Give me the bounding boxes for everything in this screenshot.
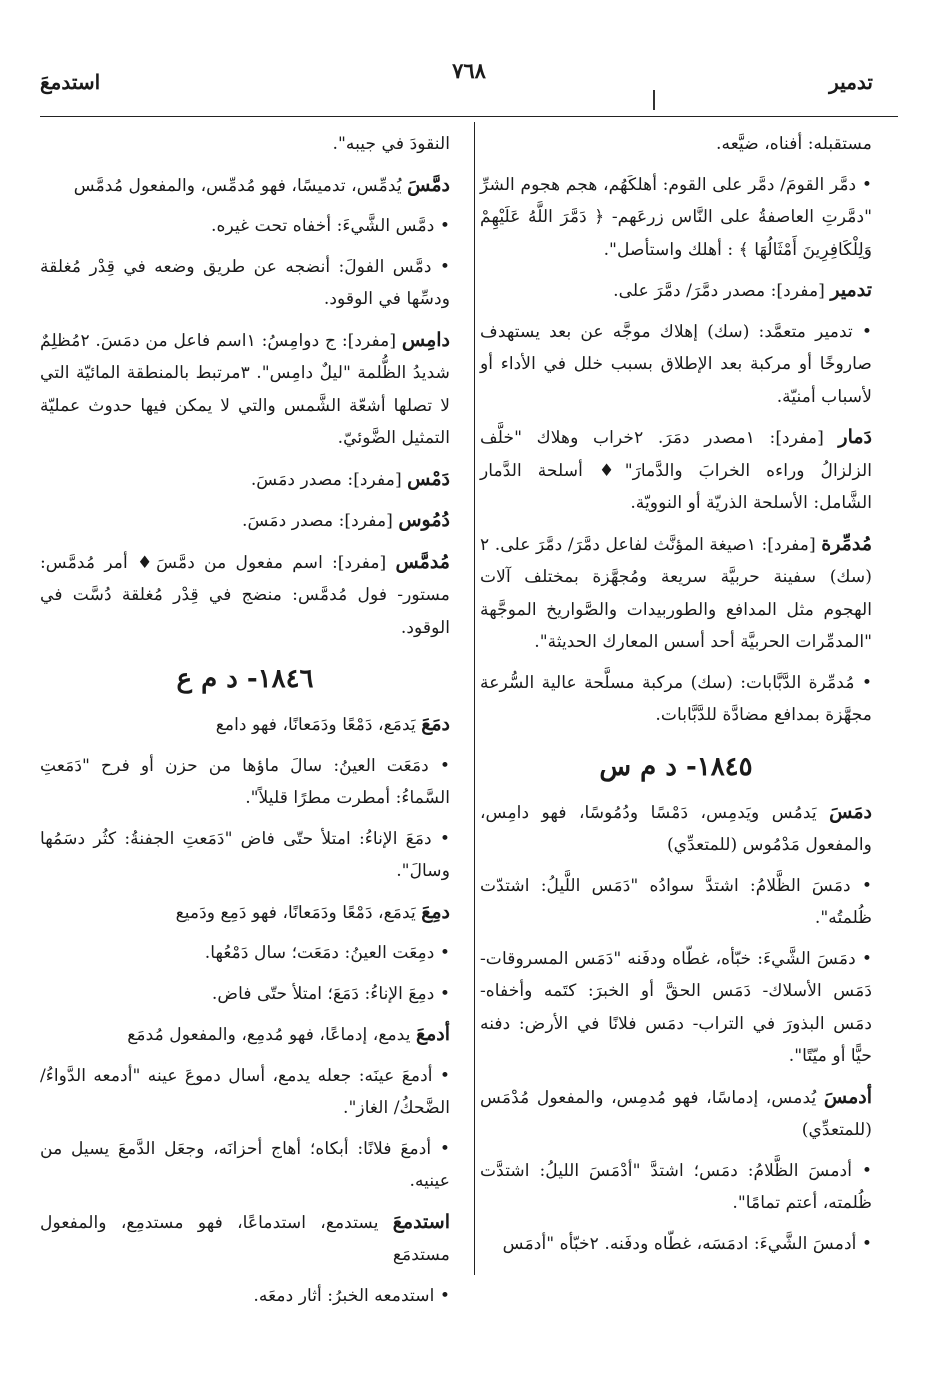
entry-paragraph: [40, 823, 450, 888]
entry-paragraph: [40, 463, 450, 497]
headword: مُدمِّرة: [821, 532, 872, 555]
entry-text: • أدمسَ الظَّلامُ: دمَس؛ اشتدَّ "أدْمَسَ الليلُ: اشتدَّت ظُلمته، أعتم تمامًا".: [480, 1160, 872, 1213]
entry-text: يدمع، إدماعًا، فهو مُدمِع، والمفعول مُدمَع: [127, 1025, 416, 1045]
entry-paragraph: [480, 274, 872, 308]
entry-text: [مفرد]: ١مصدر دمَرَ. ٢خراب وهلاك "خلَّف الزلزالُ وراءه الخرابَ والدَّمارَ"♦ أسلحة الدَّمار الشَّامل: الأسلحة الذريّة أو النوويّة.: [480, 428, 872, 513]
entry-paragraph: [480, 870, 872, 935]
entry-text: • مُدمِّرة الدَّبَّابات: (سك) مركبة مسلَّحة عالية السُّرعة مجهَّزة بمدافع مضادَّة للدَّبَّابات.: [480, 672, 872, 725]
entry-paragraph: [40, 210, 450, 243]
entry-paragraph: [480, 1081, 872, 1147]
entry-text: • أدمسَ الشَّيءَ: ادمَسَه، غطّاه ودفَنه. ٢خبّأه "أدمَس: [502, 1233, 872, 1254]
entry-paragraph: [40, 169, 450, 203]
entry-paragraph: [40, 896, 450, 930]
entry-text: يُدمِّس، تدميسًا، فهو مُدمِّس، والمفعول مُدمَّس: [73, 175, 408, 196]
entry-text: [مفرد]: اسم مفعول من دمَّسَ♦ أمر مُدمَّس: مستور- فول مُدمَّس: منضج في قِدْر مُغلقة دُسَّت في الوقود.: [40, 552, 450, 638]
entry-text: • دمَّس الفولَ: أنضجه عن طريق وضعه في قِدْر مُغلقة ودسِّها في الوقود.: [40, 256, 450, 309]
entry-text: يُدمس، إدماسًا، فهو مُدمِس، والمفعول مُدْمَس (للمتعدِّي): [480, 1087, 872, 1140]
entry-text: • دمَّر القومَ/ دمَّر على القوم: أهلكَهُم، هجم هجوم الشرِّ "دمَّرتِ العاصفةُ على النَّاس زرعَهم- ﴿ دَمَّرَ اللَّهُ عَلَيْهِمْ وَلِلْكَافِرِينَ أَمْثَالُهَا ﴾ : أهلك واستأصل".: [480, 174, 872, 260]
entry-paragraph: [40, 504, 450, 538]
entry-text: [مفرد]: مصدر دمَسَ.: [250, 469, 408, 490]
entry-text: [مفرد]: ١صيغة المؤنَّث لفاعل دمَّرَ/ دمَّرَ على. ٢ (سك) سفينة حربيَّة سريعة ومُجهَّزة بمختلف آلات الهجوم مثل المدافع والطوربيدات والصَّواريخ الموجَّهة "المدمِّرات الحربيَّة أحد أسس المعارك الحديثة".: [480, 534, 872, 652]
entry-paragraph: [40, 251, 450, 316]
entry-text: يَدمَع، دَمْعًا ودَمَعانًا، فهو دَمِع ودَميع: [175, 902, 422, 923]
entry-text: [مفرد]: مصدر دمَسَ.: [242, 511, 399, 531]
entry-paragraph: [40, 546, 450, 645]
header-right-word: تدمير: [829, 70, 873, 94]
entry-text: النقودَ في جيبه".: [332, 134, 450, 154]
entry-text: • دمَّس الشَّيءَ: أخفاه تحت غيره.: [211, 216, 450, 236]
entry-paragraph: [480, 1155, 872, 1220]
entry-paragraph: [480, 1228, 872, 1261]
entry-paragraph: [40, 708, 450, 742]
header-left-word: استدمعَ: [40, 70, 101, 94]
headword: دمِعَ: [421, 900, 450, 923]
entry-paragraph: [40, 1018, 450, 1052]
entry-text: • أدمعَ فلانًا: أبكاه؛ أهاج أحزانَه، وجعَل الدَّمعَ يسيل من عينيه.: [40, 1138, 450, 1191]
entry-paragraph: [40, 324, 450, 455]
entry-text: [مفرد]: ج دوامِسُ: ١اسم فاعل من دمَسَ. ٢مُظلِمٌ شديدُ الظُّلمة "ليلٌ دامِس". ٣مرتبط بالمنطقة المائيّة التي لا تصلها أشعّة الشَّمس والتي لا يمكن فيها حدوث عمليّة التمثيل الضَّوئيّ.: [40, 330, 451, 448]
header-rule: [40, 116, 898, 117]
entry-text: • أدمعَ عينَه: جعله يدمع، أسال دموعَ عينه "أدمعه الدَّواءُ/ الضَّحكُ/ الغاز".: [40, 1065, 450, 1118]
entry-paragraph: [40, 1133, 450, 1198]
headword: دمَّسَ: [407, 173, 450, 196]
headword: تدمير: [830, 279, 872, 301]
entry-paragraph: [40, 1206, 450, 1272]
headword: دامِس: [401, 328, 450, 351]
column-divider: [474, 122, 475, 1275]
entry-text: • دمِعَ الإناءُ: دَمَعَ؛ امتلأ حتّى فاض.: [211, 983, 450, 1004]
headword: أدمسَ: [823, 1085, 872, 1108]
entry-text: يَدمَع، دَمْعًا ودَمَعانًا، فهو دامع: [215, 715, 422, 735]
entry-paragraph: [40, 128, 450, 161]
right-column: [480, 128, 872, 1260]
headword: مُدمَّس: [395, 550, 450, 573]
headword: أدمعَ: [415, 1023, 450, 1045]
headword: دَمْس: [407, 467, 450, 490]
headword: دُمُوس: [398, 509, 450, 531]
entry-paragraph: [480, 421, 872, 520]
headword: دَمار: [838, 426, 873, 448]
entry-paragraph: [40, 978, 450, 1011]
entry-text: • استدمعه الخبرُ: أثار دمعَه.: [253, 1285, 450, 1306]
entry-paragraph: [480, 943, 872, 1073]
entry-text: • دمَسَ الشَّيءَ: خبّأه، غطّاه ودفَنه "دَمَس المسروقات- دَمَس الأسلاك- دَمَس الحقَّ أو الخبرَ: كتَمه وأخفاه- دمَس البذورَ في التراب- دمَس فلانًا في الأرض: دفنه حيًّا أو ميّتًا".: [480, 948, 872, 1066]
entry-text: مستقبله: أفناه، ضيَّعه.: [716, 134, 872, 154]
entry-paragraph: [40, 750, 450, 815]
left-column: [40, 128, 450, 1312]
section-heading: ١٨٤٦- د م ع: [176, 664, 314, 694]
entry-text: • تدمير متعمَّد: (سك) إهلاك موجَّه عن بعد يستهدف صاروخًا أو مركبة بعد الإطلاق بسبب خلل في الأداء أو لأسباب أمنيّة.: [480, 321, 872, 407]
entry-text: • دمَعَت العينُ: سالَ ماؤها من حزن أو فرح "دَمَعتِ السَّماءُ: أمطرت مطرًا قليلاً".: [40, 755, 450, 808]
entry-text: • دمَعَ الإناءُ: امتلأ حتّى فاض "دَمَعتِ الجفنةُ: كثُر دسَمُها وسالَ".: [40, 828, 450, 881]
header-tick-mark: [653, 90, 655, 110]
headword: استدمعَ: [392, 1210, 450, 1233]
entry-text: [مفرد]: مصدر دمَّرَ/ دمَّرَ على.: [613, 281, 831, 301]
entry-paragraph: [40, 937, 450, 970]
entry-paragraph: [40, 1280, 450, 1313]
entry-paragraph: [480, 169, 872, 267]
entry-paragraph: [480, 796, 872, 862]
entry-paragraph: [480, 528, 872, 659]
entry-paragraph: [40, 1060, 450, 1125]
entry-paragraph: [480, 667, 872, 732]
section-heading: ١٨٤٥- د م س: [599, 751, 753, 782]
entry-paragraph: [480, 316, 872, 414]
entry-text: • دمِعَت العينُ: دمَعَت؛ سال دَمْعُها.: [204, 943, 450, 963]
page-number: ٧٦٨: [452, 58, 486, 83]
entry-text: • دمَسَ الظَّلامُ: اشتدَّ سوادُه "دَمَس اللَّيلُ: اشتدّت ظُلمتُه".: [480, 875, 872, 928]
entry-paragraph: [480, 128, 872, 161]
entry-text: يَدمُس ويَدمِس، دَمْسًا ودُمُوسًا، فهو دامِس، والمفعول مَدْمُوس (للمتعدِّي): [480, 802, 872, 855]
entry-text: يستدمع، استدماعًا، فهو مستدمِع، والمفعول مستدمَع: [40, 1212, 450, 1265]
headword: دمَسَ: [829, 800, 872, 823]
headword: دمَعَ: [421, 713, 450, 735]
